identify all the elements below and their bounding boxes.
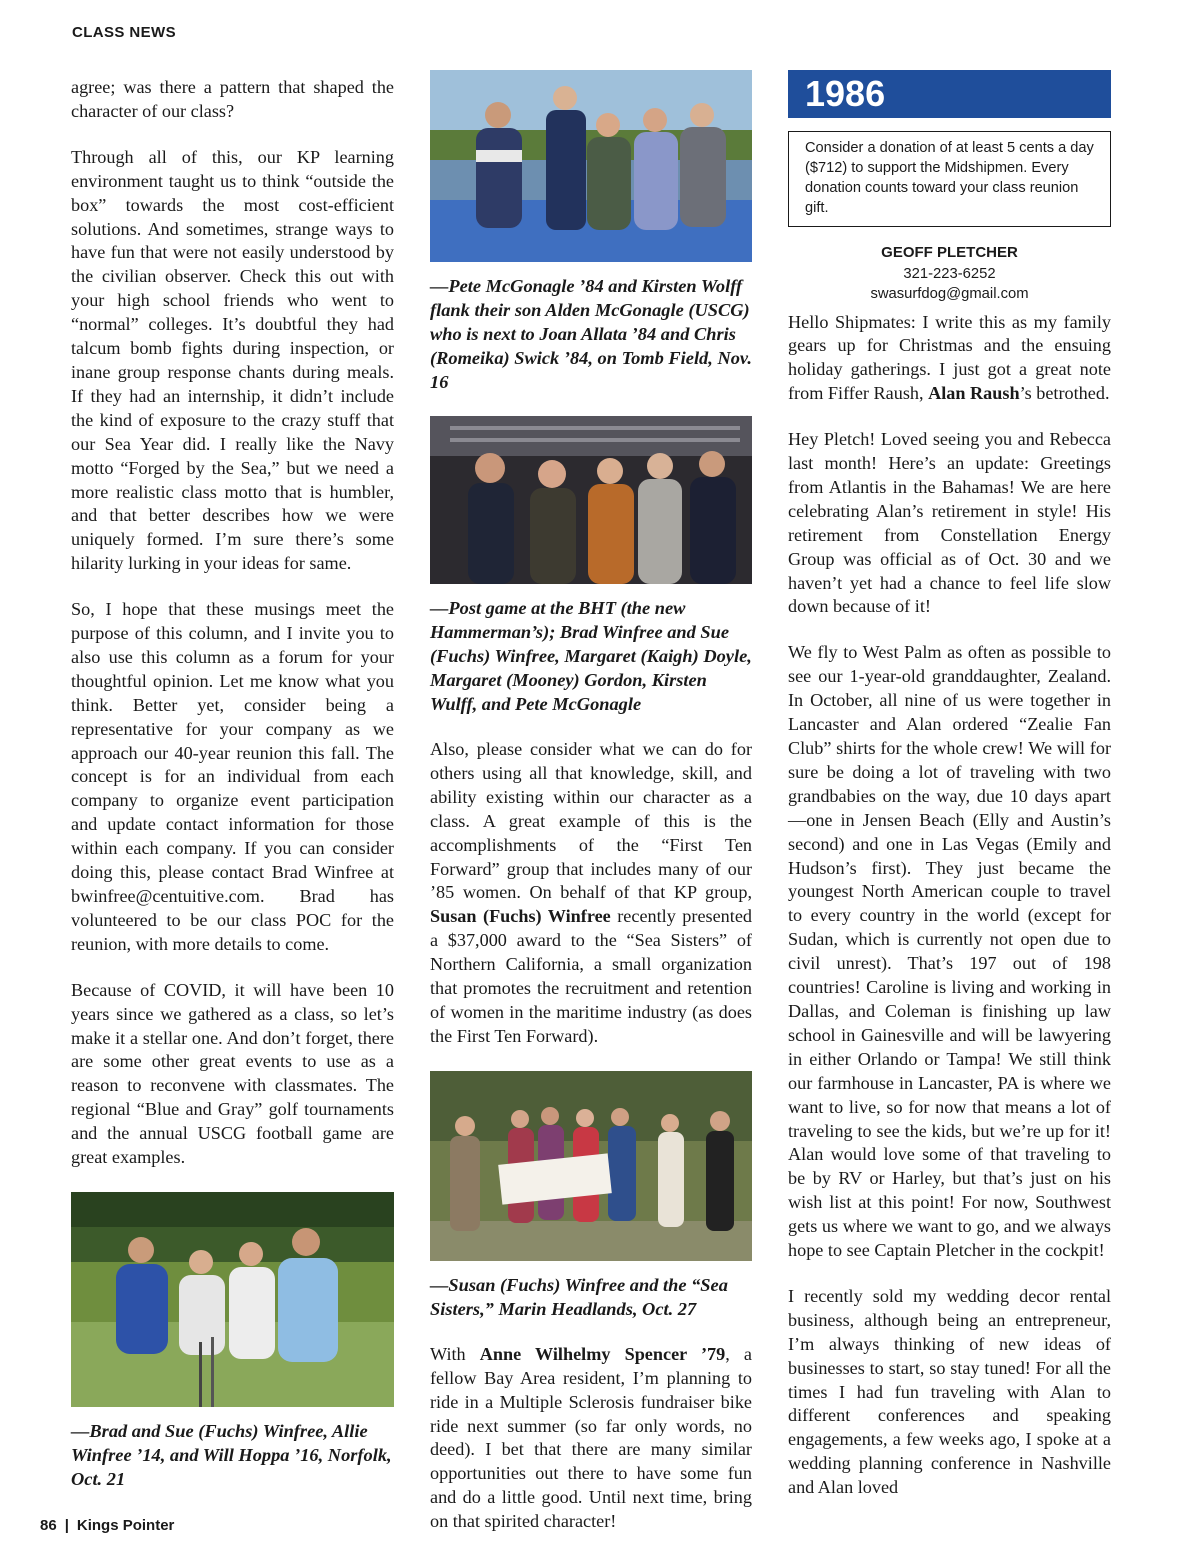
column-3 (788, 70, 1111, 1522)
photo-caption: —Pete McGonagle ’84 and Kirsten Wolff flank their son Alden McGonagle (USCG) who is next to Joan Allata ’84 and Chris (Romeika) Swick ’84, on Tomb Field, Nov. 16 (430, 276, 752, 392)
footer-separator: | (64, 1517, 69, 1534)
article-paragraph: Also, please consider what we can do for others using all that knowledge, skill, and ability existing within our character as a class. A great example of this is the accomplishments of the “First Ten Forward” group that includes many of our ’85 women. On behalf of that KP group, Susan (Fuchs) Winfree recently presented a $37,000 award to the “Sea Sisters” of Northern California, a small organization that promotes the recruitment and retention of women in the maritime industry (as does the First Ten Forward). (430, 739, 752, 1046)
photo-caption: —Post game at the BHT (the new Hammerman’s); Brad Winfree and Sue (Fuchs) Winfree, Margaret (Kaigh) Doyle, Margaret (Mooney) Gordon, Kirsten Wulff, and Pete McGonagle (430, 598, 752, 714)
donation-notice: Consider a donation of at least 5 cents a day ($712) to support the Midshipmen. Every donation counts toward your class reunion gift. (788, 131, 1111, 227)
contact-email[interactable]: swasurfdog@gmail.com (870, 286, 1029, 302)
article-paragraph: agree; was there a pattern that shaped the character of our class? (71, 77, 394, 121)
page-number: 86 (40, 1517, 57, 1534)
article-paragraph: So, I hope that these musings meet the purpose of this column, and I invite you to also use this column as a forum for your thoughtful opinion. Let me know what you think. Better yet, consider being a representative for your company as we approach our 40-year reunion this fall. The concept is for an individual from each company to organize event participation and update contact information for those within each company. If you can consider doing this, please contact Brad Winfree at bwinfree@centuitive.com. Brad has volunteered to be our class POC for the reunion, with more details to come. (71, 599, 394, 954)
article-paragraph: Through all of this, our KP learning environment taught us to think “outside the box” towards the most cost-efficient solutions. And sometimes, strange ways to have fun that were not easily understood by the civilian observer. Check this out with your high school friends who went to “normal” colleges. It’s doubtful they had talcum bomb fights during inspection, or inane group response chants during meals. If they had an internship, it didn’t include the kind of exposure to the crazy stuff that our Sea Year did. I really like the Navy motto “Forged by the Sea,” but we need a more realistic class motto that is humbler, and that better describes how we were uniquely formed. I’m sure there’s some hilarity lurking in your ideas for same. (71, 146, 394, 574)
tomb-field-photo (430, 70, 752, 262)
article-paragraph: Hello Shipmates: I write this as my family gears up for Christmas and the ensuing holiday gatherings. I just got a great note from Fiffer Raush, Alan Raush’s betrothed. (788, 311, 1111, 404)
article-paragraph: We fly to West Palm as often as possible to see our 1-year-old granddaughter, Zealand. In October, all nine of us were together in Lancaster and Alan ordered “Zealie Fan Club” shirts for the whole crew! We will for sure be doing a lot of traveling with two grandbabies on the way, due 10 days apart—one in Jensen Beach (Elly and Austin’s second) and one in Las Vegas (Emily and Hudson’s first). They just became the youngest North American couple to travel to every country in the world (except for Sudan, which is currently not open due to civil unrest). That’s 197 out of 198 countries! Caroline is living and working in Dallas, and Coleman is finishing up law school in Gainesville and will be lawyering in either Orlando or Tampa! We still think our farmhouse in Lancaster, PA is where we want to live, so for now that means a lot of traveling to see the kids, but we’re up for it! Alan would love some of that traveling to be by RV or Harley, but that’s just on his wish list at this point! For now, Southwest gets us where we want to go, and we always hope to see Captain Pletcher in the cockpit! (788, 642, 1111, 1261)
class-year-banner: 1986 (788, 70, 1111, 118)
post-game-photo (430, 416, 752, 584)
column-1 (71, 76, 394, 1513)
article-paragraph: I recently sold my wedding decor rental business, although being an entrepreneur, I’m always thinking of new ideas of businesses to start, so stay tuned! For all the times I had fun traveling with Alan to different conferences and speaking engagements, a few weeks ago, I spoke at a wedding planning conference in Nashville and Alan loved (788, 1285, 1111, 1498)
publication-name: Kings Pointer (76, 1517, 175, 1534)
article-paragraph: Because of COVID, it will have been 10 years since we gathered as a class, so let’s make it a stellar one. And don’t forget, there are some other great events to use as a reason to reconvene with classmates. The regional “Blue and Gray” golf tournaments and the annual USCG football game are great examples. (71, 979, 394, 1168)
contact-name: GEOFF PLETCHER (881, 244, 1018, 261)
photo-caption: —Brad and Sue (Fuchs) Winfree, Allie Winfree ’14, and Will Hoppa ’16, Norfolk, Oct. 21 (71, 1420, 392, 1489)
sea-sisters-photo (430, 1071, 752, 1261)
section-label: CLASS NEWS (72, 24, 177, 41)
contact-phone: 321-223-6252 (903, 265, 996, 282)
article-paragraph: Hey Pletch! Loved seeing you and Rebecca last month! Here’s an update: Greetings from Atlantis in the Bahamas! We are here celebrating Alan’s retirement in style! His retirement from Constellation Energy Group was official as of Oct. 30 and we haven’t yet had a chance to feel life slow down because of it! (788, 429, 1111, 617)
article-paragraph: With Anne Wilhelmy Spencer ’79, a fellow Bay Area resident, I’m planning to ride in a Multiple Sclerosis fundraiser bike ride next summer (so far only words, no deed). I bet that there are many similar opportunities out there to have some fun and do a little good. Until next time, bring on that spirited character! (430, 1343, 752, 1532)
page-footer (40, 1517, 174, 1534)
photo-caption: —Susan (Fuchs) Winfree and the “Sea Sisters,” Marin Headlands, Oct. 27 (430, 1274, 728, 1319)
golf-group-photo (71, 1192, 394, 1407)
class-contact (788, 243, 1111, 305)
column-2 (430, 70, 752, 1556)
